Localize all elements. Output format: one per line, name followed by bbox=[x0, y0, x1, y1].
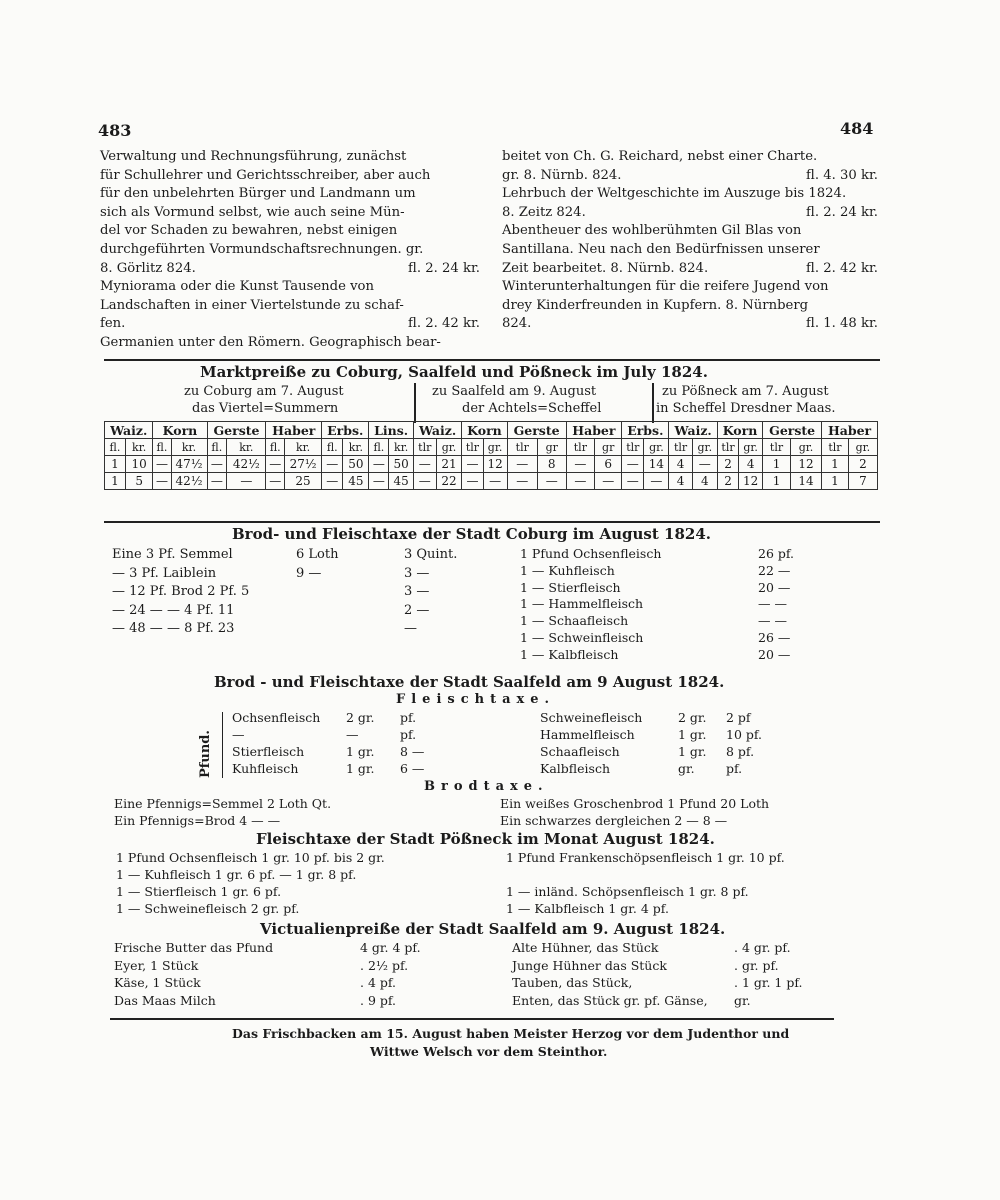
coburg-bread-quint: — bbox=[404, 621, 417, 636]
book-text: Santillana. Neu nach den Bedürfnissen unserer bbox=[502, 241, 820, 257]
poessneck-right: 1 — inländ. Schöpsenfleisch 1 gr. 8 pf. bbox=[506, 884, 749, 899]
market-cell: 1 bbox=[763, 456, 791, 473]
market-coburg-line1: zu Coburg am 7. August bbox=[184, 384, 344, 399]
market-cell: — bbox=[266, 456, 285, 473]
unit-header: fl. bbox=[369, 439, 389, 456]
market-cell: 1 bbox=[822, 456, 849, 473]
unit-header: gr. bbox=[644, 439, 669, 456]
market-cell: — bbox=[507, 456, 537, 473]
unit-header: kr. bbox=[171, 439, 207, 456]
page-number-left: 483 bbox=[98, 121, 132, 140]
unit-header: gr. bbox=[483, 439, 507, 456]
grain-header: Erbs. bbox=[322, 422, 369, 439]
market-cell: 8 bbox=[537, 456, 566, 473]
market-cell: 4 bbox=[669, 456, 692, 473]
market-cell: — bbox=[322, 456, 343, 473]
market-cell: — bbox=[483, 473, 507, 490]
grain-header: Haber bbox=[266, 422, 322, 439]
market-cell: 2 bbox=[717, 456, 738, 473]
market-cell: 50 bbox=[343, 456, 369, 473]
book-line bbox=[502, 241, 878, 260]
market-cell: — bbox=[644, 473, 669, 490]
unit-header: tlr bbox=[413, 439, 436, 456]
victualien-right-item: Enten, das Stück gr. pf. Gänse, bbox=[512, 992, 708, 1008]
book-line bbox=[100, 222, 480, 241]
grain-header: Korn bbox=[462, 422, 507, 439]
market-cell: — bbox=[566, 473, 595, 490]
saalfeld-taxe-title: Brod - und Fleischtaxe der Stadt Saalfeld am 9 August 1824. bbox=[214, 673, 725, 691]
market-coburg-line2: das Viertel=Summern bbox=[192, 401, 339, 416]
book-line bbox=[502, 167, 878, 186]
unit-header: tlr bbox=[669, 439, 692, 456]
coburg-bread-item: Eine 3 Pf. Semmel bbox=[112, 547, 233, 562]
market-cell: 1 bbox=[105, 456, 126, 473]
coburg-bread-weight: 9 — bbox=[296, 565, 322, 581]
market-cell: 21 bbox=[436, 456, 462, 473]
divider bbox=[110, 1018, 834, 1020]
saalfeld-meat-pf: pf. bbox=[400, 727, 417, 742]
book-price: fl. 1. 48 kr. bbox=[806, 316, 878, 332]
unit-header: tlr bbox=[462, 439, 483, 456]
unit-header: kr. bbox=[227, 439, 266, 456]
market-saalfeld-line1: zu Saalfeld am 9. August bbox=[432, 384, 597, 399]
book-text: sich als Vormund selbst, wie auch seine Mün- bbox=[100, 204, 405, 220]
unit-header: gr. bbox=[790, 439, 821, 456]
saalfeld-meat-gr: 1 gr. bbox=[346, 744, 375, 759]
market-cell: 14 bbox=[790, 473, 821, 490]
book-line bbox=[100, 297, 480, 316]
market-cell: — bbox=[227, 473, 266, 490]
poessneck-title: Fleischtaxe der Stadt Pößneck im Monat August 1824. bbox=[256, 830, 715, 848]
market-cell: — bbox=[322, 473, 343, 490]
market-cell: 4 bbox=[739, 456, 763, 473]
saalfeld-meat-pf: pf. bbox=[726, 761, 743, 776]
poessneck-left: 1 — Kuhfleisch 1 gr. 6 pf. — 1 gr. 8 pf. bbox=[116, 867, 357, 882]
book-text: Winterunterhaltungen für die reifere Jugend von bbox=[502, 279, 829, 295]
saalfeld-bread-left: Eine Pfennigs=Semmel 2 Loth Qt. bbox=[114, 796, 332, 811]
bracket bbox=[222, 712, 223, 778]
grain-header: Waiz. bbox=[105, 422, 153, 439]
grain-header: Gerste bbox=[507, 422, 566, 439]
unit-header: fl. bbox=[322, 439, 343, 456]
market-cell: 10 bbox=[125, 456, 153, 473]
coburg-meat-price: 20 — bbox=[758, 646, 791, 662]
market-cell: — bbox=[692, 456, 717, 473]
book-price: fl. 2. 24 kr. bbox=[806, 204, 878, 220]
market-cell: — bbox=[507, 473, 537, 490]
book-price: fl. 2. 42 kr. bbox=[806, 260, 878, 276]
market-cell: 2 bbox=[717, 473, 738, 490]
market-cell: 12 bbox=[483, 456, 507, 473]
poessneck-left: 1 Pfund Ochsenfleisch 1 gr. 10 pf. bis 2 gr. bbox=[116, 850, 385, 865]
book-text: durchgeführten Vormundschaftsrechnungen. gr. bbox=[100, 241, 424, 257]
coburg-meat-item: 1 — Schaafleisch bbox=[520, 613, 629, 629]
market-cell: 22 bbox=[436, 473, 462, 490]
book-line bbox=[100, 148, 480, 167]
market-cell: — bbox=[462, 473, 483, 490]
coburg-bread-item: — 48 — — 8 Pf. 23 bbox=[112, 621, 235, 636]
unit-header: gr bbox=[595, 439, 622, 456]
grain-header: Erbs. bbox=[622, 422, 669, 439]
victualien-right-price: . gr. pf. bbox=[734, 957, 779, 973]
saalfeld-meat-pf: 2 pf bbox=[726, 710, 751, 725]
market-cell: 6 bbox=[595, 456, 622, 473]
unit-header: gr. bbox=[436, 439, 462, 456]
market-cell: 42½ bbox=[227, 456, 266, 473]
saalfeld-meat-pf: 8 — bbox=[400, 744, 425, 759]
market-row bbox=[105, 473, 878, 490]
book-text: 8. Zeitz 824. bbox=[502, 204, 586, 220]
poessneck-right: 1 — Kalbfleisch 1 gr. 4 pf. bbox=[506, 901, 669, 916]
saalfeld-meat-gr: gr. bbox=[678, 761, 695, 776]
unit-header: tlr bbox=[622, 439, 644, 456]
saalfeld-meat-item: Schweinefleisch bbox=[540, 710, 643, 725]
unit-header-row bbox=[105, 439, 878, 456]
grain-header: Gerste bbox=[207, 422, 266, 439]
unit-header: gr bbox=[537, 439, 566, 456]
coburg-meat-item: 1 — Kalbfleisch bbox=[520, 646, 619, 662]
victualien-left-item: Das Maas Milch bbox=[114, 992, 216, 1008]
book-text: 824. bbox=[502, 316, 532, 332]
book-line bbox=[100, 185, 480, 204]
book-text: beitet von Ch. G. Reichard, nebst einer Charte. bbox=[502, 149, 818, 164]
market-cell: 50 bbox=[389, 456, 413, 473]
victualien-right-price: . 1 gr. 1 pf. bbox=[734, 975, 803, 990]
book-text: Myniorama oder die Kunst Tausende von bbox=[100, 279, 374, 295]
market-cell: — bbox=[153, 456, 171, 473]
page-number-right: 484 bbox=[840, 119, 874, 138]
unit-header: tlr bbox=[763, 439, 791, 456]
book-text: Verwaltung und Rechnungsführung, zunächst bbox=[100, 149, 407, 164]
book-line bbox=[100, 315, 480, 334]
market-cell: — bbox=[266, 473, 285, 490]
victualien-right-item: Junge Hühner das Stück bbox=[512, 957, 667, 973]
market-cell: — bbox=[566, 456, 595, 473]
market-saalfeld-line2: der Achtels=Scheffel bbox=[462, 401, 602, 416]
market-cell: 5 bbox=[125, 473, 153, 490]
coburg-bread-quint: 2 — bbox=[404, 602, 430, 618]
market-poessneck-line1: zu Pößneck am 7. August bbox=[662, 384, 829, 399]
coburg-bread-quint: 3 Quint. bbox=[404, 547, 458, 562]
market-cell: 4 bbox=[669, 473, 692, 490]
unit-header: fl. bbox=[266, 439, 285, 456]
saalfeld-meat-gr: — bbox=[346, 727, 359, 742]
unit-header: kr. bbox=[285, 439, 322, 456]
saalfeld-bread-right: Ein weißes Groschenbrod 1 Pfund 20 Loth bbox=[500, 796, 770, 811]
book-price: fl. 4. 30 kr. bbox=[806, 167, 878, 183]
coburg-bread-quint: 3 — bbox=[404, 584, 430, 599]
book-line bbox=[502, 260, 878, 279]
book-line bbox=[100, 241, 480, 260]
saalfeld-bread-right: Ein schwarzes dergleichen 2 — 8 — bbox=[500, 813, 728, 828]
grain-header: Waiz. bbox=[413, 422, 461, 439]
coburg-meat-price: — — bbox=[758, 613, 787, 629]
coburg-meat-price: 26 pf. bbox=[758, 546, 795, 561]
market-row bbox=[105, 456, 878, 473]
coburg-meat-item: 1 — Schweinfleisch bbox=[520, 630, 644, 645]
victualien-left-item: Frische Butter das Pfund bbox=[114, 940, 274, 955]
coburg-bread-item: — 24 — — 4 Pf. 11 bbox=[112, 602, 235, 618]
coburg-meat-item: 1 — Stierfleisch bbox=[520, 579, 621, 595]
book-price: fl. 2. 24 kr. bbox=[408, 260, 480, 276]
book-text: für Schullehrer und Gerichtsschreiber, aber auch bbox=[100, 167, 431, 183]
coburg-bread-item: — 12 Pf. Brod 2 Pf. 5 bbox=[112, 584, 250, 599]
book-text: fen. bbox=[100, 316, 126, 332]
market-cell: — bbox=[207, 473, 227, 490]
saalfeld-meat-item: Ochsenfleisch bbox=[232, 710, 321, 725]
book-line bbox=[502, 148, 878, 167]
book-text: Landschaften in einer Viertelstunde zu schaf- bbox=[100, 297, 404, 313]
book-line bbox=[502, 278, 878, 297]
market-cell: — bbox=[153, 473, 171, 490]
book-text: für den unbelehrten Bürger und Landmann um bbox=[100, 186, 416, 202]
saalfeld-meat-gr: 1 gr. bbox=[678, 727, 707, 742]
market-cell: 1 bbox=[763, 473, 791, 490]
grain-header: Waiz. bbox=[669, 422, 717, 439]
victualien-right-price: gr. bbox=[734, 992, 751, 1008]
grain-header: Korn bbox=[717, 422, 762, 439]
book-line bbox=[100, 260, 480, 279]
coburg-meat-price: 20 — bbox=[758, 579, 791, 595]
unit-header: tlr bbox=[717, 439, 738, 456]
book-text: 8. Görlitz 824. bbox=[100, 260, 196, 276]
victualien-left-item: Käse, 1 Stück bbox=[114, 975, 201, 990]
coburg-bread-item: — 3 Pf. Laiblein bbox=[112, 565, 217, 581]
coburg-meat-item: 1 Pfund Ochsenfleisch bbox=[520, 546, 662, 561]
unit-header: fl. bbox=[153, 439, 171, 456]
saalfeld-meat-gr: 1 gr. bbox=[678, 744, 707, 759]
market-divider bbox=[414, 383, 416, 423]
victualien-left-price: . 4 pf. bbox=[360, 975, 397, 990]
book-text: Lehrbuch der Weltgeschichte im Auszuge bis 1824. bbox=[502, 186, 847, 202]
victualien-left-price: 4 gr. 4 pf. bbox=[360, 940, 421, 955]
grain-header: Korn bbox=[153, 422, 207, 439]
coburg-bread-weight: 6 Loth bbox=[296, 547, 339, 562]
book-text: Abentheuer des wohlberühmten Gil Blas von bbox=[502, 223, 802, 239]
saalfeld-meat-heading: Fleischtaxe. bbox=[396, 692, 556, 707]
market-cell: — bbox=[207, 456, 227, 473]
saalfeld-meat-gr: 2 gr. bbox=[346, 710, 375, 725]
unit-header: tlr bbox=[566, 439, 595, 456]
victualien-right-price: . 4 gr. pf. bbox=[734, 940, 791, 955]
market-cell: 14 bbox=[644, 456, 669, 473]
saalfeld-meat-item: Stierfleisch bbox=[232, 744, 305, 759]
book-line bbox=[100, 167, 480, 186]
book-list-right bbox=[502, 148, 878, 334]
saalfeld-meat-item: Kalbfleisch bbox=[540, 761, 610, 776]
victualien-right-item: Tauben, das Stück, bbox=[512, 975, 633, 990]
footer-line-2: Wittwe Welsch vor dem Steinthor. bbox=[370, 1044, 608, 1059]
market-cell: — bbox=[369, 473, 389, 490]
book-text: drey Kinderfreunden in Kupfern. 8. Nürnberg bbox=[502, 297, 809, 313]
market-cell: 1 bbox=[822, 473, 849, 490]
unit-header: kr. bbox=[343, 439, 369, 456]
unit-header: gr. bbox=[692, 439, 717, 456]
saalfeld-bread-left: Ein Pfennigs=Brod 4 — — bbox=[114, 813, 281, 828]
saalfeld-meat-item: Schaafleisch bbox=[540, 744, 620, 759]
unit-header: fl. bbox=[207, 439, 227, 456]
coburg-meat-item: 1 — Kuhfleisch bbox=[520, 562, 615, 578]
victualien-left-item: Eyer, 1 Stück bbox=[114, 957, 199, 973]
footer-line-1: Das Frischbacken am 15. August haben Meister Herzog vor dem Judenthor und bbox=[232, 1026, 790, 1041]
book-line bbox=[502, 297, 878, 316]
poessneck-left: 1 — Schweinefleisch 2 gr. pf. bbox=[116, 901, 300, 916]
unit-header: kr. bbox=[389, 439, 413, 456]
saalfeld-bread-heading: Brodtaxe. bbox=[424, 779, 549, 794]
market-cell: — bbox=[369, 456, 389, 473]
grain-header: Gerste bbox=[763, 422, 822, 439]
book-line bbox=[100, 204, 480, 223]
market-cell: — bbox=[595, 473, 622, 490]
saalfeld-meat-item: Kuhfleisch bbox=[232, 761, 299, 776]
unit-header: tlr bbox=[822, 439, 849, 456]
grain-header: Lins. bbox=[369, 422, 414, 439]
coburg-bread-quint: 3 — bbox=[404, 565, 430, 581]
book-list-left bbox=[100, 148, 480, 353]
market-cell: — bbox=[537, 473, 566, 490]
market-cell: — bbox=[462, 456, 483, 473]
unit-header: tlr bbox=[507, 439, 537, 456]
book-line bbox=[502, 222, 878, 241]
market-cell: 7 bbox=[848, 473, 877, 490]
saalfeld-meat-gr: 1 gr. bbox=[346, 761, 375, 776]
saalfeld-meat-pf: pf. bbox=[400, 710, 417, 725]
victualien-right-item: Alte Hühner, das Stück bbox=[512, 940, 659, 955]
market-cell: — bbox=[413, 456, 436, 473]
market-cell: 25 bbox=[285, 473, 322, 490]
unit-header: kr. bbox=[125, 439, 153, 456]
market-cell: 42½ bbox=[171, 473, 207, 490]
saalfeld-meat-item: Hammelfleisch bbox=[540, 727, 635, 742]
divider bbox=[104, 521, 880, 523]
market-cell: 12 bbox=[739, 473, 763, 490]
victualien-title: Victualienpreiße der Stadt Saalfeld am 9. August 1824. bbox=[260, 920, 726, 938]
book-text: del vor Schaden zu bewahren, nebst einigen bbox=[100, 223, 398, 239]
grain-header: Haber bbox=[822, 422, 878, 439]
grain-header-row bbox=[105, 422, 878, 439]
book-line bbox=[502, 204, 878, 223]
market-divider bbox=[652, 383, 654, 423]
grain-header: Haber bbox=[566, 422, 622, 439]
market-cell: 27½ bbox=[285, 456, 322, 473]
market-cell: 4 bbox=[692, 473, 717, 490]
coburg-meat-price: — — bbox=[758, 596, 787, 612]
market-cell: 47½ bbox=[171, 456, 207, 473]
poessneck-right: 1 Pfund Frankenschöpsenfleisch 1 gr. 10 pf. bbox=[506, 850, 785, 865]
poessneck-left: 1 — Stierfleisch 1 gr. 6 pf. bbox=[116, 884, 282, 899]
market-poessneck-line2: in Scheffel Dresdner Maas. bbox=[656, 401, 836, 416]
market-cell: 12 bbox=[790, 456, 821, 473]
unit-header: gr. bbox=[739, 439, 763, 456]
book-text: gr. 8. Nürnb. 824. bbox=[502, 167, 622, 183]
coburg-meat-price: 26 — bbox=[758, 630, 791, 645]
market-cell: 2 bbox=[848, 456, 877, 473]
market-cell: — bbox=[622, 456, 644, 473]
saalfeld-meat-pf: 6 — bbox=[400, 761, 425, 776]
book-line bbox=[502, 185, 878, 204]
market-price-table bbox=[104, 421, 878, 490]
victualien-left-price: . 9 pf. bbox=[360, 992, 397, 1008]
unit-header: gr. bbox=[848, 439, 877, 456]
market-cell: 1 bbox=[105, 473, 126, 490]
coburg-taxe-title: Brod- und Fleischtaxe der Stadt Coburg im August 1824. bbox=[232, 525, 711, 543]
coburg-meat-price: 22 — bbox=[758, 562, 791, 578]
book-line bbox=[100, 278, 480, 297]
book-price: fl. 2. 42 kr. bbox=[408, 316, 480, 332]
saalfeld-meat-item: — bbox=[232, 727, 245, 742]
market-cell: 45 bbox=[389, 473, 413, 490]
saalfeld-meat-gr: 2 gr. bbox=[678, 710, 707, 725]
market-cell: — bbox=[622, 473, 644, 490]
unit-header: fl. bbox=[105, 439, 126, 456]
market-cell: 45 bbox=[343, 473, 369, 490]
market-title: Marktpreiße zu Coburg, Saalfeld und Pößneck im July 1824. bbox=[200, 363, 708, 381]
saalfeld-meat-pf: 10 pf. bbox=[726, 727, 763, 742]
pfund-label: Pfund. bbox=[198, 730, 213, 778]
book-text: Zeit bearbeitet. 8. Nürnb. 824. bbox=[502, 260, 709, 276]
coburg-meat-item: 1 — Hammelfleisch bbox=[520, 596, 644, 612]
market-cell: — bbox=[413, 473, 436, 490]
saalfeld-meat-pf: 8 pf. bbox=[726, 744, 755, 759]
divider bbox=[104, 359, 880, 361]
victualien-left-price: . 2½ pf. bbox=[360, 957, 409, 973]
book-line bbox=[100, 334, 480, 353]
book-text: Germanien unter den Römern. Geographisch bear- bbox=[100, 334, 441, 350]
book-line bbox=[502, 315, 878, 334]
